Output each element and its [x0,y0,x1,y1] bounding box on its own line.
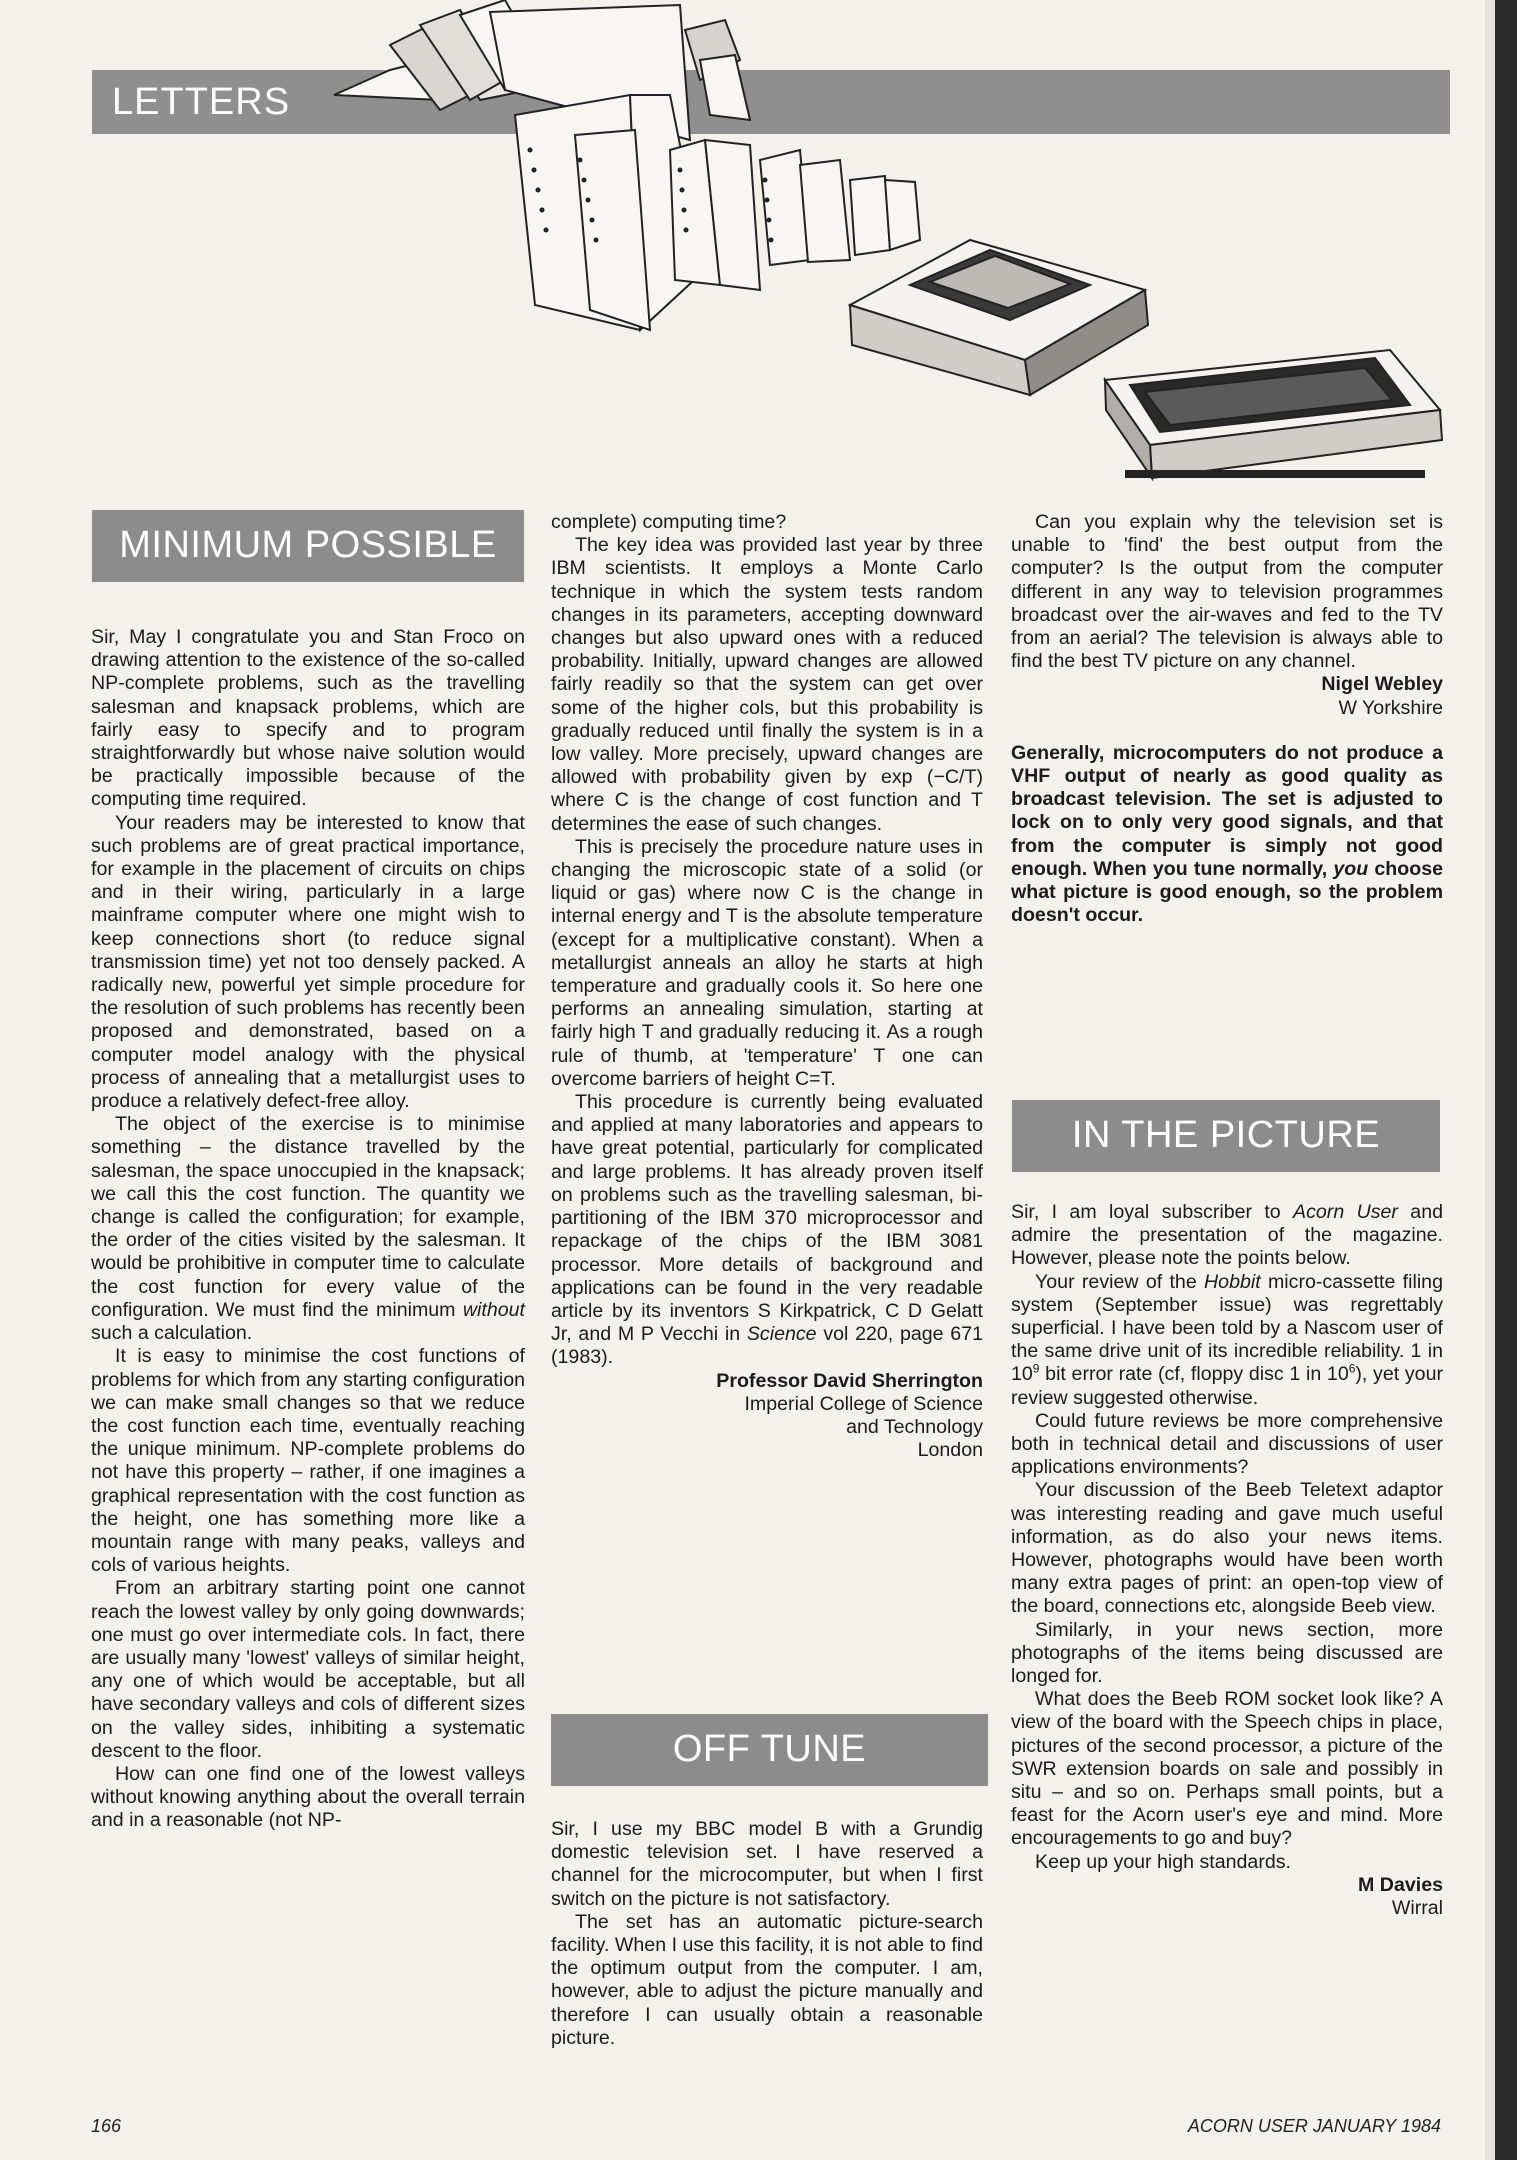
letter-paragraph: Sir, May I congratulate you and Stan Froco on drawing attention to the existence of the so-called NP-complete problems, such as the travelling salesman and knapsack problems, which are fairly easy to specify and to program straightforwardly but whose naive solution would be practically impossible because of the computing time required. [91,626,525,811]
signature-davies [1011,1874,1443,1920]
signature-webley [1011,673,1443,719]
superscript: 9 [1032,1361,1040,1376]
text-run: Sir, I am loyal subscriber to [1011,1201,1281,1223]
italic-text: Hobbit [1204,1270,1261,1293]
italic-text: Science [746,1323,817,1346]
letter-paragraph: How can one find one of the lowest valleys without knowing anything about the overall terrain and in a reasonable (not NP- [91,1762,525,1832]
text-run: vol 220, page 671 (1983). [551,1323,983,1369]
signature-line: Wirral [1391,1897,1443,1920]
letter-paragraph: Sir, I use my BBC model B with a Grundig domestic television set. I have reserved a channel for the microcomputer, but when I first switch on the picture is not satisfactory. [551,1818,983,1910]
column-1 [91,626,525,1833]
text-run: This procedure is currently being evaluated and applied at many laboratories and appears to have great potential, particularly for complicated and large problems. It has already proven itself on problems such as the travelling salesman, bi-partitioning of the IBM 370 microprocessor and repackage of the chips of the IBM 3081 processor. More details of background and applications can be found in the very readable article by its inventors S Kirkpatrick, C D Gelatt Jr, and M P Vecchi in [551,1091,983,1346]
text-run: and admire the presentation of the magazine. However, please note the points below. [1011,1201,1443,1270]
editor-reply [1011,742,1443,928]
text-run: bit error rate (cf, floppy disc 1 in 10 [1045,1363,1349,1386]
letter-paragraph: It is easy to minimise the cost functions of problems for which from any starting configuration we can make small changes so that we reduce the cost function each time, eventually reaching the unique minimum. NP-complete problems do not have this property – rather, if one imagines a graphical representation with the cost function as the height, one has something more like a mountain range with many peaks, valleys and cols of various heights. [91,1345,525,1577]
signature-name: Nigel Webley [1321,673,1443,696]
italic-text: without [462,1298,525,1321]
letter-paragraph: complete) computing time? [551,511,787,533]
italic-text: Acorn User [1293,1201,1398,1223]
text-run: Generally, microcomputers do not produce a VHF output of nearly as good quality as broadcast television. The set is adjusted to lock on to only very good signals, and that from the computer is simply not good enough. When you tune normally, [1011,741,1443,880]
signature-line: W Yorkshire [1338,696,1443,719]
letter-paragraph [91,1113,525,1345]
letter-paragraph: Could future reviews be more comprehensive both in technical detail and discussions of user applications environments? [1011,1409,1443,1479]
heading-off-tune: OFF TUNE [551,1714,988,1786]
column-2-off-tune [551,1818,983,2050]
printer-and-computer-illustration [330,0,1450,500]
signature-line: and Technology [846,1415,983,1438]
letter-paragraph: This is precisely the procedure nature uses in changing the microscopic state of a solid (or liquid or gas) where now C is the change in internal energy and T is the absolute temperature (except for a multiplicative constant). When a metallurgist anneals an alloy he starts at high temperature and gradually cools it. So here one performs an annealing simulation, starting at fairly high T and gradually reducing it. As a rough rule of thumb, at 'temperature' T one can overcome barriers of height C=T. [551,835,983,1090]
signature-sherrington [551,1370,983,1463]
text-run: ), yet your review suggested otherwise. [1011,1363,1443,1409]
section-title: LETTERS [112,81,291,123]
letter-paragraph: Similarly, in your news section, more photographs of the items being discussed are longed for. [1011,1618,1443,1688]
signature-name: M Davies [1358,1873,1443,1896]
letter-paragraph [551,1091,983,1369]
letter-paragraph: Can you explain why the television set is unable to 'find' the best output from the computer? Is the output from the computer different in any way to television programmes broadcast over the air-waves and fed to the TV from an aerial? The television is always able to find the best TV picture on any channel. [1011,511,1443,673]
text-run: such a calculation. [91,1322,253,1345]
column-3 [1011,511,1443,927]
page-edge [1485,0,1495,2160]
superscript: 6 [1348,1361,1356,1376]
signature-line: Imperial College of Science [744,1392,983,1415]
column-3-in-the-picture [1011,1201,1443,1920]
letter-paragraph: Your readers may be interested to know that such problems are of great practical importance, for example in the placement of circuits on chips and in their wiring, particularly in a large mainframe computer where one might wish to keep connections short (to reduce signal transmission time) yet not too densely packed. A radically new, powerful yet simple procedure for the resolution of such problems has recently been proposed and demonstrated, based on a computer model analogy with the physical process of annealing that a metallurgist uses to produce a relatively defect-free alloy. [91,811,525,1113]
publication-footer: ACORN USER JANUARY 1984 [1187,2116,1441,2136]
letter-paragraph: The set has an automatic picture-search facility. When I use this facility, it is not able to find the optimum output from the computer. I am, however, able to adjust the picture manually and therefore I can usually obtain a reasonable picture. [551,1910,983,2049]
text-run: The object of the exercise is to minimise something – the distance travelled by the salesman, the space unoccupied in the knapsack; we call this the cost function. The quantity we change is called the configuration; for example, the order of the cities visited by the salesman. It would be prohibitive in computer time to calculate the cost function for every value of the configuration. We must find the minimum [91,1113,525,1321]
letter-paragraph: Your discussion of the Beeb Teletext adaptor was interesting reading and gave much useful information, as do also your news items. However, photographs would have been worth many extra pages of print: an open-top view of the board, connections etc, alongside Beeb view. [1011,1479,1443,1618]
text-run: Your review of the [1035,1270,1197,1293]
letter-paragraph: Keep up your high standards. [1035,1850,1291,1873]
binding-edge [1495,0,1517,2160]
letter-paragraph [1011,1201,1443,1271]
heading-in-the-picture: IN THE PICTURE [1012,1100,1440,1172]
text-run: choose what picture is good enough, so the problem doesn't occur. [1011,857,1443,927]
italic-text: you [1333,857,1369,880]
letter-paragraph: The key idea was provided last year by three IBM scientists. It employs a Monte Carlo technique in which the system tests random changes in its parameters, accepting downward changes but also upward ones with a reduced probability. Initially, upward changes are allowed fairly readily so that the system can get over some of the higher cols, but this probability is gradually reduced until finally the system is in a low valley. More precisely, upward changes are allowed with probability given by exp (−C/T) where C is the change of cost function and T determines the ease of such changes. [551,534,983,835]
signature-line: London [917,1439,983,1462]
signature-name: Professor David Sherrington [716,1369,983,1392]
text-run: micro-cassette filing system (September issue) was regrettably superficial. I have been told by a Nascom user of the same drive unit of its incredible reliability. 1 in 10 [1011,1270,1443,1386]
letter-paragraph: What does the Beeb ROM socket look like? A view of the board with the Speech chips in place, pictures of the second processor, a picture of the SWR extension boards on sale and possibly in situ – and so on. Perhaps small points, but a feast for the Acorn user's eye and mind. More encouragements to go and buy? [1011,1688,1443,1850]
letter-paragraph [1011,1271,1443,1410]
column-2 [551,511,983,1462]
heading-minimum-possible: MINIMUM POSSIBLE [92,510,524,582]
page-number: 166 [91,2116,122,2136]
letter-paragraph: From an arbitrary starting point one cannot reach the lowest valley by only going downwards; one must go over intermediate cols. In fact, there are usually many 'lowest' valleys of similar height, any one of which would be acceptable, but all have secondary valleys and cols of different sizes on the valley sides, inhibiting a systematic descent to the floor. [91,1577,525,1762]
